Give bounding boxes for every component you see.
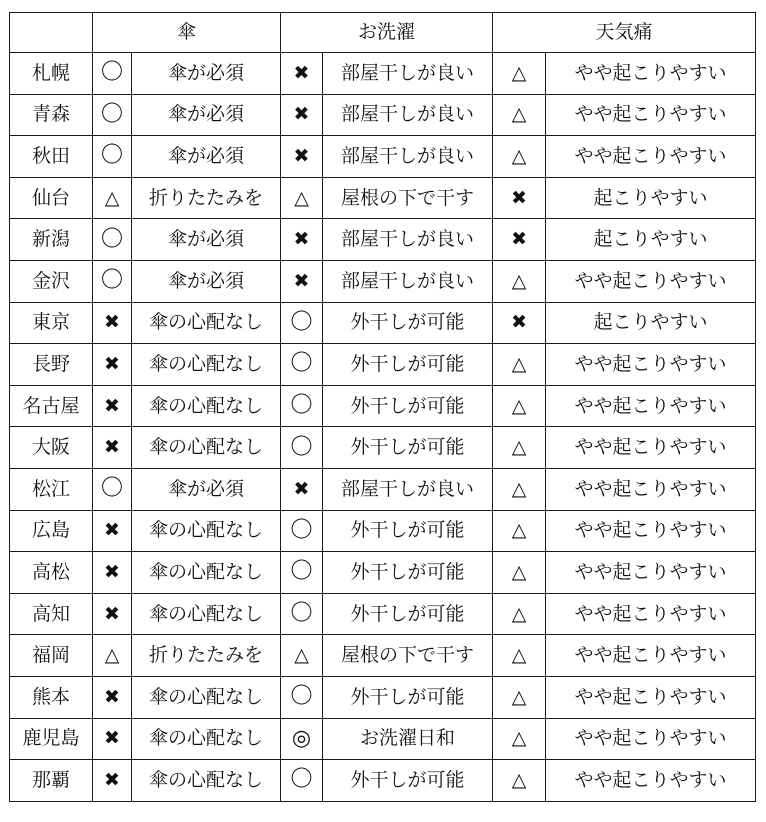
laundry-symbol: ✖ <box>281 219 323 261</box>
table-row <box>10 260 756 302</box>
laundry-symbol: ✖ <box>281 468 323 510</box>
laundry-symbol: 〇 <box>281 302 323 344</box>
laundry-text: 外干しが可能 <box>323 760 493 802</box>
weather-pain-symbol: △ <box>493 510 546 552</box>
umbrella-text: 傘が必須 <box>132 260 281 302</box>
weather-pain-symbol: △ <box>493 136 546 178</box>
weather-pain-text: やや起こりやすい <box>546 760 756 802</box>
laundry-symbol: ✖ <box>281 260 323 302</box>
weather-pain-text: やや起こりやすい <box>546 344 756 386</box>
weather-pain-text: やや起こりやすい <box>546 136 756 178</box>
weather-forecast-table <box>9 12 756 802</box>
weather-pain-symbol: ✖ <box>493 177 546 219</box>
city-cell: 福岡 <box>10 635 93 677</box>
table-row <box>10 468 756 510</box>
table-row <box>10 53 756 95</box>
laundry-symbol: 〇 <box>281 760 323 802</box>
city-cell: 鹿児島 <box>10 718 93 760</box>
weather-pain-text: やや起こりやすい <box>546 385 756 427</box>
city-cell: 札幌 <box>10 53 93 95</box>
umbrella-symbol: ✖ <box>93 385 132 427</box>
laundry-text: 部屋干しが良い <box>323 53 493 95</box>
table-row <box>10 136 756 178</box>
umbrella-symbol: ✖ <box>93 760 132 802</box>
city-cell: 広島 <box>10 510 93 552</box>
laundry-symbol: 〇 <box>281 676 323 718</box>
umbrella-text: 傘が必須 <box>132 219 281 261</box>
umbrella-text: 傘が必須 <box>132 468 281 510</box>
laundry-text: 屋根の下で干す <box>323 177 493 219</box>
laundry-text: 屋根の下で干す <box>323 635 493 677</box>
umbrella-symbol: △ <box>93 177 132 219</box>
umbrella-symbol: ✖ <box>93 510 132 552</box>
laundry-symbol: ◎ <box>281 718 323 760</box>
laundry-symbol: ✖ <box>281 136 323 178</box>
weather-pain-text: 起こりやすい <box>546 219 756 261</box>
laundry-symbol: 〇 <box>281 593 323 635</box>
city-cell: 秋田 <box>10 136 93 178</box>
weather-pain-symbol: △ <box>493 676 546 718</box>
umbrella-symbol: ✖ <box>93 427 132 469</box>
umbrella-symbol: 〇 <box>93 468 132 510</box>
city-cell: 仙台 <box>10 177 93 219</box>
weather-pain-symbol: △ <box>493 385 546 427</box>
umbrella-text: 傘の心配なし <box>132 718 281 760</box>
table-row <box>10 676 756 718</box>
laundry-symbol: ✖ <box>281 94 323 136</box>
laundry-symbol: ✖ <box>281 53 323 95</box>
laundry-symbol: 〇 <box>281 427 323 469</box>
laundry-text: 部屋干しが良い <box>323 219 493 261</box>
umbrella-symbol: 〇 <box>93 94 132 136</box>
header-row <box>10 13 756 53</box>
umbrella-text: 傘が必須 <box>132 136 281 178</box>
table-row <box>10 427 756 469</box>
header-umbrella: 傘 <box>93 13 281 53</box>
laundry-text: お洗濯日和 <box>323 718 493 760</box>
laundry-text: 外干しが可能 <box>323 593 493 635</box>
weather-pain-text: やや起こりやすい <box>546 427 756 469</box>
umbrella-text: 傘の心配なし <box>132 676 281 718</box>
table-row <box>10 718 756 760</box>
weather-pain-symbol: △ <box>493 718 546 760</box>
weather-pain-symbol: △ <box>493 94 546 136</box>
city-cell: 那覇 <box>10 760 93 802</box>
laundry-text: 部屋干しが良い <box>323 260 493 302</box>
weather-pain-text: やや起こりやすい <box>546 635 756 677</box>
weather-pain-text: 起こりやすい <box>546 177 756 219</box>
laundry-text: 外干しが可能 <box>323 427 493 469</box>
weather-pain-text: 起こりやすい <box>546 302 756 344</box>
city-cell: 高知 <box>10 593 93 635</box>
weather-pain-symbol: △ <box>493 53 546 95</box>
umbrella-symbol: ✖ <box>93 676 132 718</box>
umbrella-text: 傘が必須 <box>132 53 281 95</box>
umbrella-symbol: ✖ <box>93 302 132 344</box>
umbrella-text: 傘の心配なし <box>132 510 281 552</box>
umbrella-text: 折りたたみを <box>132 635 281 677</box>
city-cell: 青森 <box>10 94 93 136</box>
city-cell: 長野 <box>10 344 93 386</box>
header-weather-pain: 天気痛 <box>493 13 756 53</box>
weather-pain-symbol: △ <box>493 260 546 302</box>
city-cell: 新潟 <box>10 219 93 261</box>
table-body <box>10 53 756 802</box>
weather-pain-symbol: △ <box>493 344 546 386</box>
city-cell: 大阪 <box>10 427 93 469</box>
laundry-symbol: △ <box>281 177 323 219</box>
laundry-symbol: △ <box>281 635 323 677</box>
umbrella-text: 傘の心配なし <box>132 760 281 802</box>
header-city <box>10 13 93 53</box>
umbrella-symbol: 〇 <box>93 219 132 261</box>
umbrella-symbol: ✖ <box>93 593 132 635</box>
umbrella-text: 傘が必須 <box>132 94 281 136</box>
weather-pain-text: やや起こりやすい <box>546 468 756 510</box>
weather-pain-text: やや起こりやすい <box>546 552 756 594</box>
laundry-text: 外干しが可能 <box>323 552 493 594</box>
laundry-symbol: 〇 <box>281 552 323 594</box>
weather-pain-text: やや起こりやすい <box>546 260 756 302</box>
weather-pain-text: やや起こりやすい <box>546 593 756 635</box>
laundry-text: 部屋干しが良い <box>323 468 493 510</box>
umbrella-symbol: 〇 <box>93 260 132 302</box>
laundry-symbol: 〇 <box>281 510 323 552</box>
weather-pain-symbol: △ <box>493 552 546 594</box>
city-cell: 名古屋 <box>10 385 93 427</box>
umbrella-symbol: △ <box>93 635 132 677</box>
umbrella-text: 傘の心配なし <box>132 593 281 635</box>
umbrella-text: 折りたたみを <box>132 177 281 219</box>
laundry-text: 外干しが可能 <box>323 385 493 427</box>
laundry-text: 部屋干しが良い <box>323 136 493 178</box>
laundry-text: 外干しが可能 <box>323 510 493 552</box>
laundry-symbol: 〇 <box>281 385 323 427</box>
table-row <box>10 760 756 802</box>
umbrella-text: 傘の心配なし <box>132 552 281 594</box>
weather-pain-text: やや起こりやすい <box>546 718 756 760</box>
laundry-text: 外干しが可能 <box>323 676 493 718</box>
city-cell: 熊本 <box>10 676 93 718</box>
weather-pain-text: やや起こりやすい <box>546 53 756 95</box>
laundry-text: 外干しが可能 <box>323 302 493 344</box>
weather-pain-symbol: ✖ <box>493 219 546 261</box>
table-row <box>10 177 756 219</box>
weather-pain-symbol: △ <box>493 468 546 510</box>
city-cell: 高松 <box>10 552 93 594</box>
table-row <box>10 94 756 136</box>
umbrella-text: 傘の心配なし <box>132 302 281 344</box>
city-cell: 東京 <box>10 302 93 344</box>
laundry-symbol: 〇 <box>281 344 323 386</box>
city-cell: 金沢 <box>10 260 93 302</box>
table-row <box>10 385 756 427</box>
umbrella-symbol: ✖ <box>93 344 132 386</box>
table-row <box>10 593 756 635</box>
weather-pain-symbol: △ <box>493 593 546 635</box>
umbrella-symbol: ✖ <box>93 552 132 594</box>
table-row <box>10 344 756 386</box>
table-row <box>10 635 756 677</box>
umbrella-text: 傘の心配なし <box>132 427 281 469</box>
weather-pain-text: やや起こりやすい <box>546 510 756 552</box>
table-row <box>10 219 756 261</box>
laundry-text: 部屋干しが良い <box>323 94 493 136</box>
table-row <box>10 552 756 594</box>
weather-pain-symbol: △ <box>493 635 546 677</box>
umbrella-symbol: 〇 <box>93 53 132 95</box>
table-row <box>10 302 756 344</box>
laundry-text: 外干しが可能 <box>323 344 493 386</box>
weather-pain-symbol: △ <box>493 427 546 469</box>
umbrella-symbol: ✖ <box>93 718 132 760</box>
umbrella-text: 傘の心配なし <box>132 344 281 386</box>
table-row <box>10 510 756 552</box>
weather-pain-symbol: ✖ <box>493 302 546 344</box>
city-cell: 松江 <box>10 468 93 510</box>
weather-pain-text: やや起こりやすい <box>546 94 756 136</box>
umbrella-text: 傘の心配なし <box>132 385 281 427</box>
weather-pain-text: やや起こりやすい <box>546 676 756 718</box>
umbrella-symbol: 〇 <box>93 136 132 178</box>
header-laundry: お洗濯 <box>281 13 493 53</box>
weather-pain-symbol: △ <box>493 760 546 802</box>
